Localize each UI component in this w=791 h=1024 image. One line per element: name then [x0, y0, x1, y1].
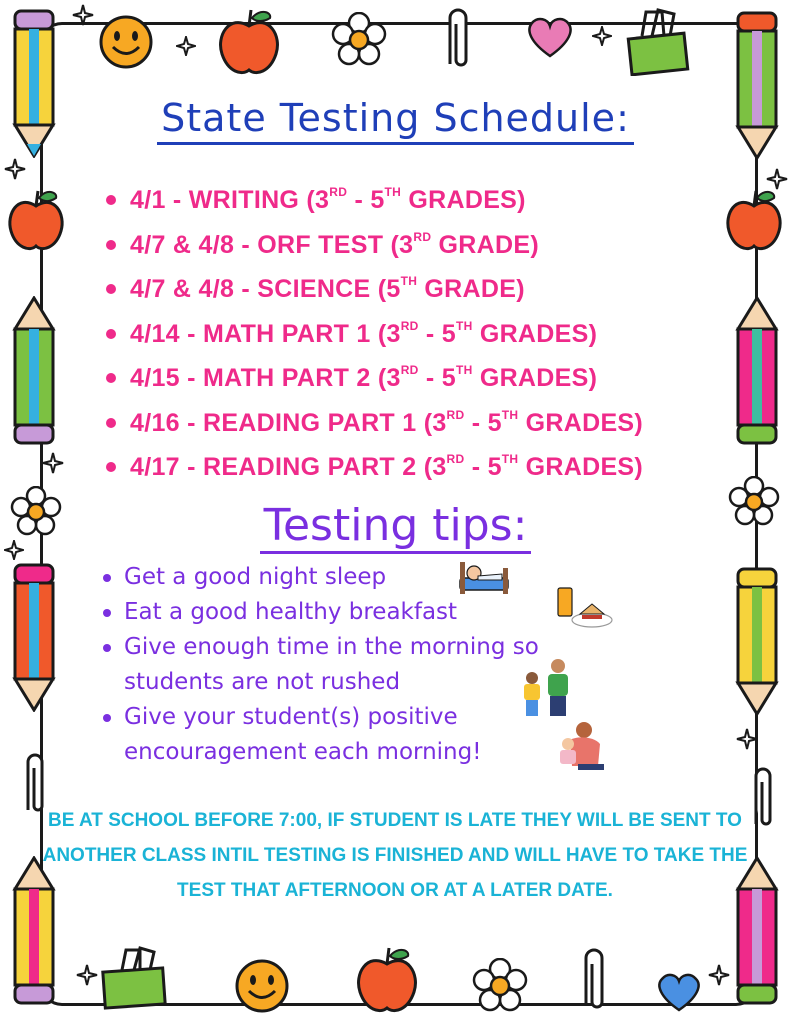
- schedule-item: [100, 269, 720, 314]
- schedule-text: - 5: [418, 319, 456, 348]
- schedule-item: [100, 225, 720, 270]
- schedule-text: 4/15 - MATH PART 2 (3: [130, 364, 401, 392]
- list-item: Eat a good healthy breakfast: [100, 595, 620, 630]
- schedule-text: 4/17 - READING PART 2 (3: [130, 453, 447, 481]
- sparkle-icon: [592, 26, 612, 46]
- schedule-text: 4/14 - MATH PART 1 (3: [130, 319, 401, 348]
- paperclip-icon: [574, 944, 614, 1016]
- sparkle-icon: [72, 4, 94, 26]
- schedule-text: 4/1 - WRITING (3: [130, 186, 330, 214]
- schedule-text: - 5: [464, 408, 502, 437]
- hug-icon: [552, 718, 608, 774]
- schedule-text: GRADE): [417, 275, 525, 303]
- smiley-icon: [98, 14, 154, 70]
- list-item: Give your student(s) positive encouragement each morning!: [100, 700, 620, 770]
- testing-schedule-list: [100, 180, 720, 492]
- ordinal-suffix: TH: [501, 452, 519, 466]
- schedule-text: GRADES): [401, 186, 526, 214]
- schedule-text: - 5: [347, 186, 385, 214]
- ordinal-suffix: TH: [501, 407, 519, 422]
- schedule-text: GRADES): [472, 319, 598, 348]
- ordinal-suffix: TH: [455, 363, 473, 377]
- ordinal-suffix: TH: [384, 185, 402, 199]
- sleeping-child-icon: [458, 558, 510, 596]
- ordinal-suffix: RD: [329, 185, 348, 199]
- schedule-text: GRADE): [431, 230, 539, 259]
- schedule-text: - 5: [464, 453, 502, 481]
- schedule-item: [100, 314, 720, 359]
- pencil-icon: [12, 562, 58, 712]
- sparkle-icon: [42, 452, 64, 474]
- ordinal-suffix: RD: [446, 452, 465, 466]
- schedule-text: GRADES): [518, 453, 644, 481]
- schedule-item: [100, 403, 720, 448]
- apple-icon: [722, 186, 786, 256]
- schedule-text: - 5: [418, 364, 456, 392]
- page-title: State Testing Schedule:: [0, 96, 791, 140]
- schedule-item: [100, 447, 720, 492]
- heart-icon: [654, 970, 704, 1014]
- smiley-icon: [234, 958, 290, 1014]
- heart-icon: [524, 14, 576, 60]
- apple-icon: [214, 6, 284, 78]
- schedule-text: 4/7 & 4/8 - ORF TEST (3: [130, 230, 414, 259]
- list-item: Get a good night sleep: [100, 560, 620, 595]
- schedule-text: GRADES): [518, 408, 644, 437]
- schedule-text: 4/7 & 4/8 - SCIENCE (5: [130, 275, 401, 303]
- paperclip-icon: [438, 4, 478, 76]
- schedule-text: GRADES): [472, 364, 598, 392]
- sparkle-icon: [4, 158, 26, 180]
- ordinal-suffix: RD: [413, 229, 432, 244]
- schedule-item: [100, 358, 720, 403]
- tips-heading: Testing tips:: [0, 500, 791, 551]
- binder-clip-icon: [622, 6, 692, 76]
- apple-icon: [4, 186, 68, 256]
- schedule-item: [100, 180, 720, 225]
- pencil-icon: [735, 296, 781, 446]
- ordinal-suffix: RD: [400, 318, 419, 333]
- paperclip-icon: [746, 762, 780, 834]
- ordinal-suffix: TH: [455, 318, 473, 333]
- breakfast-icon: [554, 584, 614, 630]
- pencil-icon: [12, 296, 58, 446]
- flower-icon: [472, 958, 528, 1014]
- ordinal-suffix: RD: [400, 363, 419, 377]
- list-item: Give enough time in the morning so students are not rushed: [100, 630, 620, 700]
- ordinal-suffix: RD: [446, 407, 465, 422]
- sparkle-icon: [736, 728, 758, 750]
- apple-icon: [352, 944, 422, 1016]
- sparkle-icon: [76, 964, 98, 986]
- parent-child-icon: [518, 656, 574, 720]
- flower-icon: [331, 12, 387, 68]
- arrival-notice: BE AT SCHOOL BEFORE 7:00, IF STUDENT IS LATE THEY WILL BE SENT TO ANOTHER CLASS INTIL TESTING IS FINISHED AND WILL HAVE TO TAKE THE TEST THAT AFTERNOON OR AT A LATER DATE.: [42, 810, 748, 901]
- ordinal-suffix: TH: [400, 274, 418, 288]
- sparkle-icon: [708, 964, 730, 986]
- sparkle-icon: [176, 36, 196, 56]
- schedule-text: 4/16 - READING PART 1 (3: [130, 408, 447, 437]
- binder-clip-icon: [96, 946, 172, 1012]
- pencil-icon: [735, 566, 781, 716]
